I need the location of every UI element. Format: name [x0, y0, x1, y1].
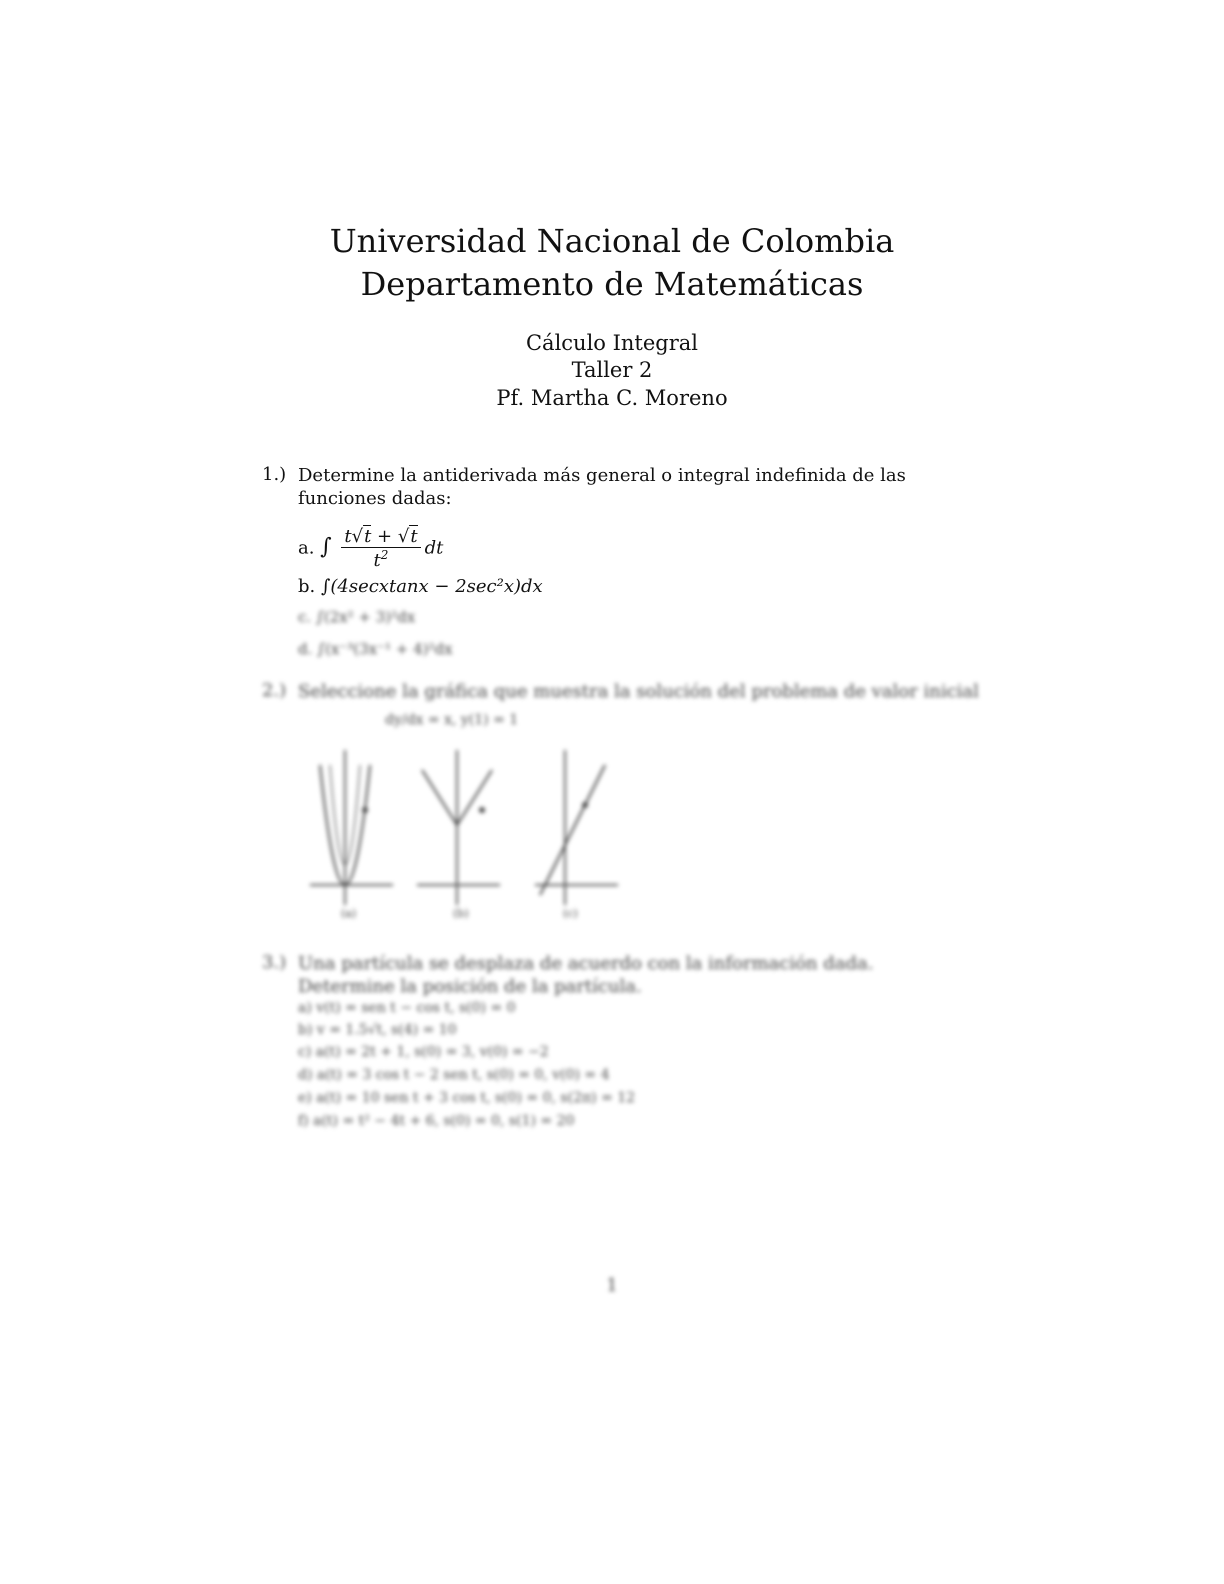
- question-3-text: Una partícula se desplaza de acuerdo con la información dada. Determine la posición de la partícula.: [298, 953, 874, 997]
- initial-point: [582, 802, 588, 808]
- question-1-item-b: [298, 576, 543, 597]
- university-title: Universidad Nacional de Colombia: [329, 222, 895, 260]
- question-2-number: 2.): [262, 680, 287, 701]
- workshop-name: Taller 2: [571, 358, 653, 382]
- initial-point: [479, 807, 485, 813]
- fraction: [341, 526, 420, 571]
- question-3-item: f) a(t) = t² − 4t + 6, s(0) = 0, s(1) = 20: [298, 1113, 575, 1129]
- question-1-text: Determine la antiderivada más general o integral indefinida de las funciones dadas:: [298, 465, 906, 509]
- question-3-item: a) v(t) = sen t − cos t, s(0) = 0: [298, 1000, 516, 1016]
- item-label: d.: [298, 640, 313, 658]
- item-label: b.: [298, 576, 316, 597]
- professor-name: Pf. Martha C. Moreno: [496, 386, 728, 410]
- department-title: Departamento de Matemáticas: [360, 265, 864, 303]
- question-2-text: Seleccione la gráfica que muestra la solución del problema de valor inicial: [298, 681, 979, 702]
- initial-point: [362, 807, 368, 813]
- graph-label: (b): [453, 907, 469, 920]
- integral-sign: ∫: [320, 534, 332, 560]
- item-label: c.: [298, 608, 312, 626]
- graph-c: [530, 745, 620, 920]
- graph-b: [412, 745, 502, 920]
- numerator: t√t + √t: [341, 526, 420, 548]
- solution-curve: [540, 765, 605, 895]
- question-3-item: c) a(t) = 2t + 1, s(0) = 3, v(0) = −2: [298, 1044, 549, 1060]
- question-1-item-c: [298, 608, 415, 626]
- item-expression: ∫(2x² + 3)²dx: [315, 608, 416, 626]
- differential: dt: [424, 537, 444, 559]
- question-1-item-d: [298, 640, 453, 658]
- item-label: a.: [298, 537, 315, 559]
- page-number: 1: [606, 1275, 618, 1296]
- graph-a: [305, 745, 395, 920]
- question-2-condition: dy/dx = x, y(1) = 1: [385, 712, 519, 728]
- question-3-number: 3.): [262, 952, 287, 973]
- graph-label: (a): [341, 907, 357, 920]
- graph-label: (c): [563, 907, 578, 920]
- denominator: $t^2$: [373, 548, 389, 571]
- question-3-item: d) a(t) = 3 cos t − 2 sen t, s(0) = 0, v(0) = 4: [298, 1067, 610, 1083]
- item-expression: ∫(x⁻³(3x⁻¹ + 4)²dx: [317, 640, 453, 658]
- course-name: Cálculo Integral: [525, 331, 699, 355]
- question-3-item: b) v = 1.5√t, s(4) = 10: [298, 1022, 457, 1038]
- item-expression: ∫(4secxtanx − 2sec²x)dx: [320, 576, 543, 597]
- question-3-item: e) a(t) = 10 sen t + 3 cos t, s(0) = 0, s(2π) = 12: [298, 1090, 636, 1106]
- question-1-number: 1.): [262, 464, 287, 485]
- question-1-item-a: [298, 526, 443, 571]
